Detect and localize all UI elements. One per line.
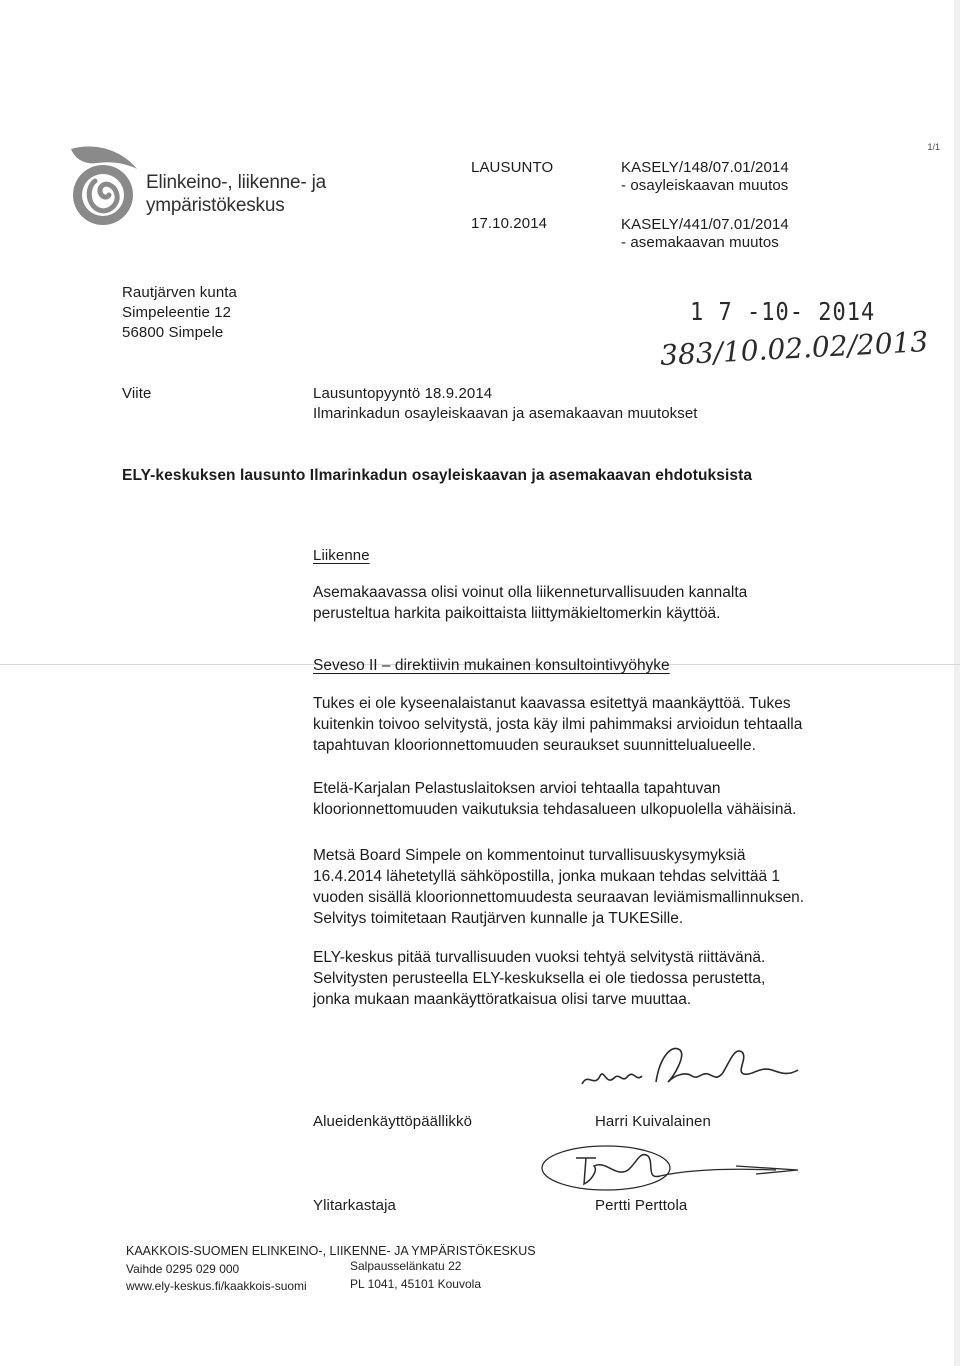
signature-scribble-icon <box>576 1036 806 1106</box>
paragraph-1 <box>313 693 873 756</box>
footer-web: www.ely-keskus.fi/kaakkois-suomi <box>126 1279 307 1293</box>
paragraph-line: jonka mukaan maankäyttöratkaisua olisi tarve muuttaa. <box>313 991 692 1008</box>
traffic-heading: Liikenne <box>313 547 370 564</box>
paragraph-line: Tukes ei ole kyseenalaistanut kaavassa esitettyä maankäyttöä. Tukes <box>313 695 791 712</box>
org-name-line2: ympäristökeskus <box>146 195 285 216</box>
statement-title: ELY-keskuksen lausunto Ilmarinkadun osayleiskaavan ja asemakaavan ehdotuksista <box>122 467 753 484</box>
paragraph-line: kloorionnettomuuden vaikutuksia tehdasalueen ulkopuolella vähäisinä. <box>313 801 797 818</box>
paragraph-line: ELY-keskus pitää turvallisuuden vuoksi tehtyä selvitystä riittävänä. <box>313 949 766 966</box>
handwritten-reference: 383/10.02.02/2013 <box>659 325 929 372</box>
paragraph-2 <box>313 778 873 820</box>
paragraph-3 <box>313 845 873 929</box>
footer-org: KAAKKOIS-SUOMEN ELINKEINO-, LIIKENNE- JA YMPÄRISTÖKESKUS <box>126 1244 536 1258</box>
recipient-line3: 56800 Simpele <box>122 324 224 341</box>
footer-po-box: PL 1041, 45101 Kouvola <box>350 1277 481 1291</box>
signer1-name: Harri Kuivalainen <box>595 1113 711 1130</box>
footer-phone: Vaihde 0295 029 000 <box>126 1262 240 1276</box>
paragraph-line: vuoden sisällä kloorionnettomuudesta seuraavan leviämismallinnuksen. <box>313 889 805 906</box>
signature-harri-kuivalainen <box>576 1036 806 1106</box>
signer1-role: Alueidenkäyttöpäällikkö <box>313 1113 473 1130</box>
ely-logo <box>67 143 143 229</box>
footer-street: Salpausselänkatu 22 <box>350 1259 462 1273</box>
ref2-desc: - asemakaavan muutos <box>621 234 779 251</box>
ely-logo-icon <box>67 143 143 229</box>
traffic-line: Asemakaavassa olisi voinut olla liikenneturvallisuuden kannalta <box>313 584 748 601</box>
paragraph-4 <box>313 947 873 1010</box>
ref2-code: KASELY/441/07.01/2014 <box>621 216 789 233</box>
recipient-line2: Simpeleentie 12 <box>122 304 232 321</box>
reference-line2: Ilmarinkadun osayleiskaavan ja asemakaavan muutokset <box>313 405 698 422</box>
paragraph-line: tapahtuvan kloorionnettomuuden seuraukset suunnittelualueelle. <box>313 737 756 754</box>
ref1-code: KASELY/148/07.01/2014 <box>621 159 789 176</box>
signer2-name: Pertti Perttola <box>595 1197 688 1214</box>
scan-edge <box>954 0 960 1366</box>
paragraph-line: Etelä-Karjalan Pelastuslaitoksen arvioi tehtaalla tapahtuvan <box>313 780 721 797</box>
seveso-heading: Seveso II – direktiivin mukainen konsultointivyöhyke <box>313 657 670 674</box>
doc-type: LAUSUNTO <box>471 159 554 176</box>
reference-label: Viite <box>122 385 152 402</box>
signer2-role: Ylitarkastaja <box>313 1197 397 1214</box>
page-marker: 1/1 <box>927 142 940 152</box>
received-stamp-date: 1 7 -10- 2014 <box>690 298 876 327</box>
paragraph-line: Metsä Board Simpele on kommentoinut turvallisuuskysymyksiä <box>313 847 746 864</box>
org-name-line1: Elinkeino-, liikenne- ja <box>146 172 327 193</box>
traffic-line: perusteltua harkita paikoittaista liittymäkieltomerkin käyttöä. <box>313 605 721 622</box>
ref1-desc: - osayleiskaavan muutos <box>621 177 789 194</box>
recipient-line1: Rautjärven kunta <box>122 284 238 301</box>
paragraph-line: kuitenkin toivoo selvitystä, josta käy ilmi pahimmaksi arvioidun tehtaalla <box>313 716 803 733</box>
doc-date: 17.10.2014 <box>471 215 548 232</box>
paragraph-line: 16.4.2014 lähetetyllä sähköpostilla, jonka mukaan tehdas selvittää 1 <box>313 868 781 885</box>
reference-line1: Lausuntopyyntö 18.9.2014 <box>313 385 493 402</box>
signature-scribble-icon <box>536 1140 816 1196</box>
traffic-paragraph <box>313 582 873 624</box>
signature-pertti-perttola <box>536 1140 816 1196</box>
paragraph-line: Selvitysten perusteella ELY-keskuksella ei ole tiedossa perustetta, <box>313 970 766 987</box>
paragraph-line: Selvitys toimitetaan Rautjärven kunnalle ja TUKESille. <box>313 910 684 927</box>
